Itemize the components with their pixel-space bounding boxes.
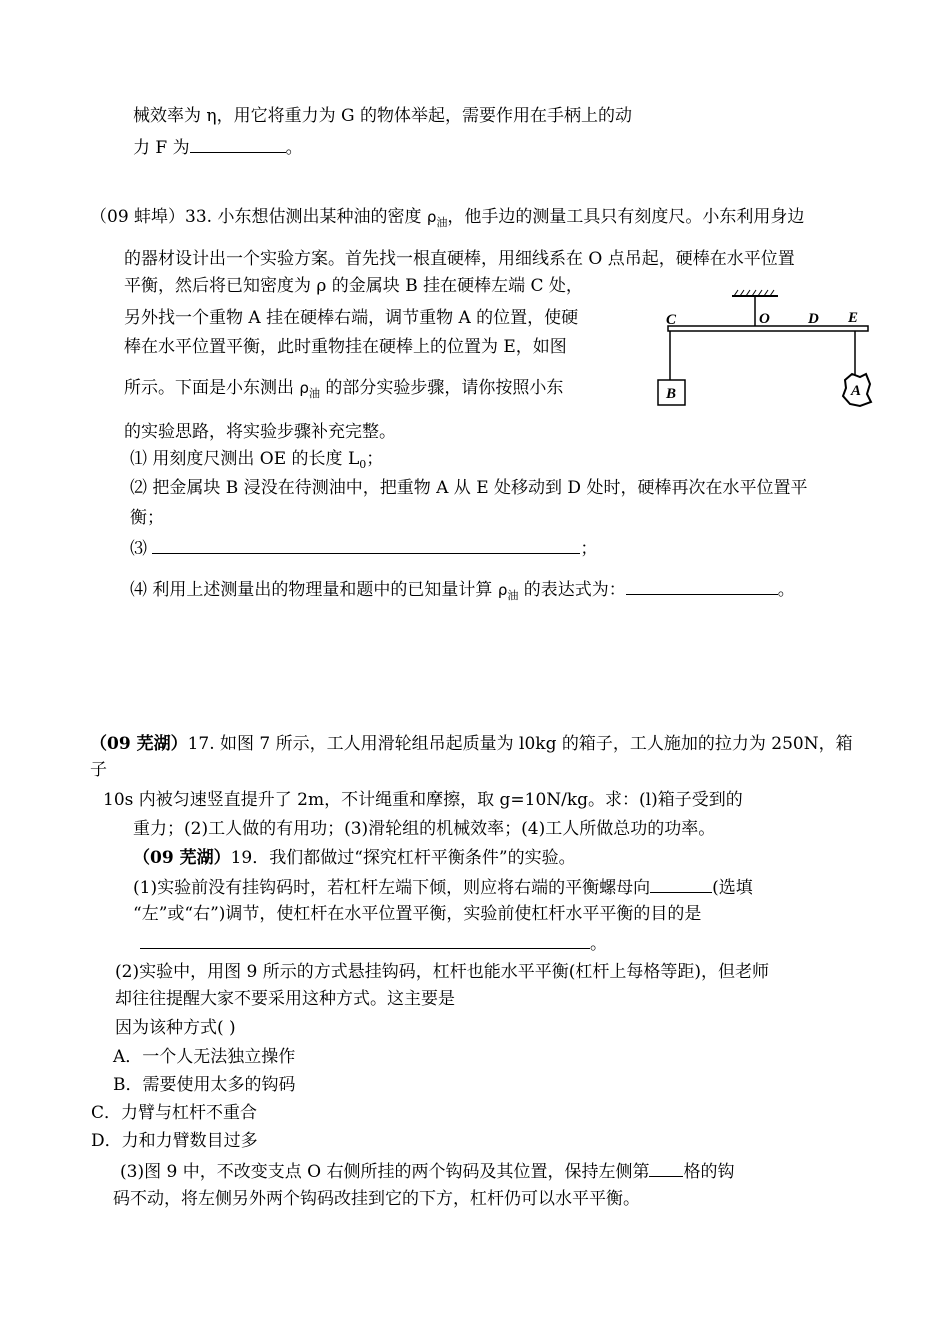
- prev-question-line-1: 械效率为 η，用它将重力为 G 的物体举起，需要作用在手柄上的动: [133, 106, 632, 126]
- answer-blank: [140, 930, 590, 949]
- q33-line-2: 的器材设计出一个实验方案。首先找一根直硬棒，用细线系在 O 点吊起，硬棒在水平位置: [124, 249, 795, 269]
- prev-question-line-2: 力 F 为 。: [133, 134, 303, 160]
- q19-part-2a: (2)实验中，用图 9 所示的方式悬挂钩码，杠杆也能水平平衡(杠杆上每格等距)，但老师: [115, 962, 769, 982]
- q19-part-1a: (1)实验前没有挂钩码时，若杠杆左端下倾，则应将右端的平衡螺母向 (选填: [133, 874, 753, 900]
- q19-option-d: D．力和力臂数目过多: [91, 1131, 258, 1151]
- q33-step-4: ⑷ 利用上述测量出的物理量和题中的已知量计算 $\rho_油$ 的表达式为： 。: [130, 576, 795, 604]
- label-c: C: [666, 312, 677, 328]
- q33-line-6: 所示。下面是小东测出 $\rho_油$ 的部分实验步骤，请你按照小东: [124, 378, 564, 400]
- q19-option-b: B．需要使用太多的钩码: [113, 1075, 296, 1095]
- q33-step-2b: 衡；: [130, 508, 164, 528]
- q33-line-4: 另外找一个重物 A 挂在硬棒右端，调节重物 A 的位置，使硬: [124, 308, 579, 328]
- q19-option-c: C．力臂与杠杆不重合: [91, 1103, 258, 1123]
- answer-blank: [626, 576, 778, 595]
- label-a: A: [851, 383, 862, 399]
- label-o: O: [759, 311, 770, 327]
- label-d: D: [808, 311, 819, 327]
- answer-blank: [152, 535, 580, 554]
- q19-source: （09 芜湖）: [133, 848, 231, 868]
- q33-line-5: 棒在水平位置平衡，此时重物挂在硬棒上的位置为 E，如图: [124, 337, 567, 357]
- q17-source: （09 芜湖）: [90, 734, 188, 754]
- answer-blank: [190, 134, 286, 153]
- q17-line-3: 10s 内被匀速竖直提升了 2m，不计绳重和摩擦，取 g=10N/kg。求：(l)箱子受到的: [103, 790, 743, 810]
- q33-step-3: ⑶ ；: [130, 535, 597, 561]
- label-b: B: [666, 386, 677, 402]
- q19-part-3a: (3)图 9 中，不改变支点 O 右侧所挂的两个钩码及其位置，保持左侧第 格的钩: [120, 1158, 734, 1184]
- q19-part-2b: 却往往提醒大家不要采用这种方式。这主要是: [115, 989, 455, 1009]
- q19-option-a: A．一个人无法独立操作: [113, 1047, 296, 1067]
- q19-part-3b: 码不动，将左侧另外两个钩码改挂到它的下方，杠杆仍可以水平平衡。: [113, 1189, 640, 1209]
- q19-part-2c: 因为该种方式( ): [115, 1018, 236, 1038]
- q33-line-3: 平衡，然后将已知密度为 ρ 的金属块 B 挂在硬棒左端 C 处，: [124, 276, 583, 296]
- q17-line-2: 子: [90, 760, 107, 780]
- q33-line-7: 的实验思路，将实验步骤补充完整。: [124, 422, 396, 442]
- label-e: E: [848, 310, 859, 326]
- q33-source: （09 蚌埠）: [90, 207, 186, 227]
- lever-diagram: [652, 288, 877, 413]
- q33-line-1: （09 蚌埠）33. 小东想估测出某种油的密度 $\rho_油$，他手边的测量工具只有刻度尺。小东利用身边: [90, 207, 805, 229]
- q19-line-1: （09 芜湖）19．我们都做过“探究杠杆平衡条件”的实验。: [133, 848, 576, 868]
- q19-part-1c: 。: [140, 930, 607, 956]
- q17-line-1: （09 芜湖）17. 如图 7 所示，工人用滑轮组吊起质量为 l0kg 的箱子，工人施加的拉力为 250N，箱: [90, 734, 853, 754]
- answer-blank: [649, 1158, 683, 1177]
- q19-part-1b: “左”或“右”)调节，使杠杆在水平位置平衡，实验前使杠杆水平平衡的目的是: [133, 904, 702, 924]
- q33-step-1: ⑴ 用刻度尺测出 OE 的长度 $L_0$；: [130, 449, 384, 471]
- q17-line-4: 重力；(2)工人做的有用功；(3)滑轮组的机械效率；(4)工人所做总功的功率。: [133, 819, 716, 839]
- ceiling-support: [732, 290, 778, 328]
- answer-blank: [650, 874, 712, 893]
- q33-step-2a: ⑵ 把金属块 B 浸没在待测油中，把重物 A 从 E 处移动到 D 处时，硬棒再次在水平位置平: [130, 478, 808, 498]
